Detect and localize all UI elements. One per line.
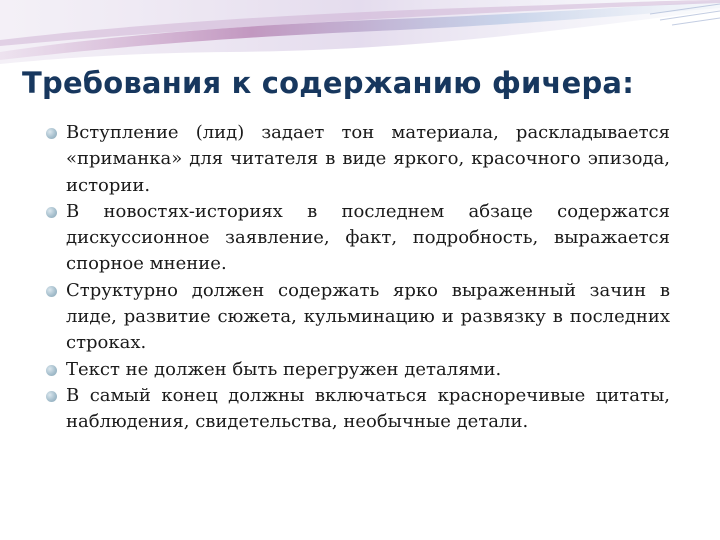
round-bullet-icon xyxy=(46,286,57,297)
list-item-text: В новостях-историях в последнем абзаце содержатся дискуссионное заявление, факт, подробность, выражается спорное мнение. xyxy=(66,200,670,275)
bullet-list xyxy=(44,120,670,436)
list-item xyxy=(44,357,670,383)
list-item xyxy=(44,199,670,278)
list-item xyxy=(44,383,670,436)
list-item xyxy=(44,120,670,199)
list-item-text: Структурно должен содержать ярко выраженный зачин в лиде, развитие сюжета, кульминацию и развязку в последних строках. xyxy=(66,279,670,354)
round-bullet-icon xyxy=(46,365,57,376)
list-item-text: В самый конец должны включаться красноречивые цитаты, наблюдения, свидетельства, необычные детали. xyxy=(66,384,670,433)
round-bullet-icon xyxy=(46,391,57,402)
list-item-text: Вступление (лид) задает тон материала, раскладывается «приманка» для читателя в виде яркого, красочного эпизода, истории. xyxy=(66,122,670,196)
list-item-text: Текст не должен быть перегружен деталями. xyxy=(66,358,502,380)
list-item xyxy=(44,278,670,357)
round-bullet-icon xyxy=(46,207,57,218)
round-bullet-icon xyxy=(46,128,57,139)
slide-title: Требования к содержанию фичера: xyxy=(22,66,634,100)
